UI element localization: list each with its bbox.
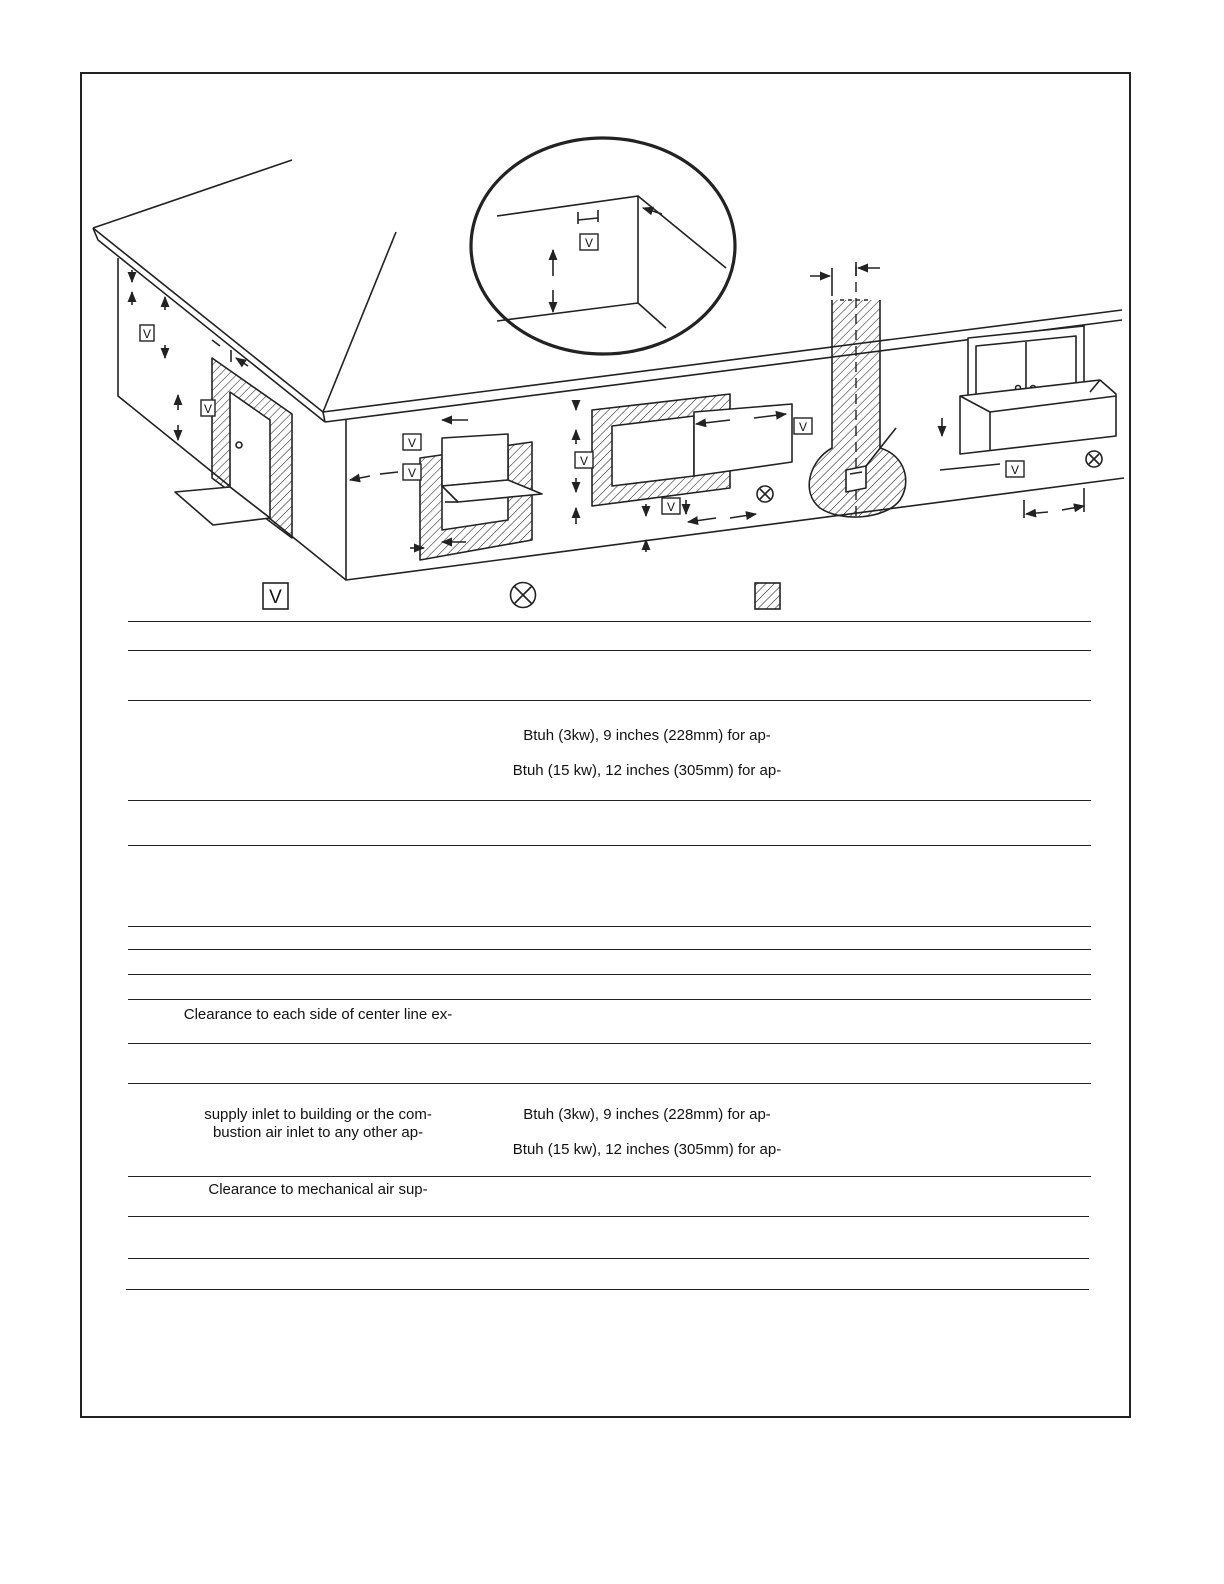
table-rule (128, 949, 1091, 950)
table-rule (128, 845, 1091, 846)
table-rule (128, 926, 1091, 927)
vent-box (794, 418, 812, 434)
vent-box (201, 400, 215, 416)
air-supply-inlet-icon (511, 583, 536, 608)
table-rule (128, 800, 1091, 801)
svg-text:V: V (579, 454, 589, 468)
inset-detail (471, 138, 735, 354)
svg-text:V: V (407, 466, 417, 480)
table-rule (126, 1289, 1089, 1290)
vent-terminal-icon (263, 583, 288, 609)
table-rule (128, 974, 1091, 975)
table-rule (128, 1216, 1089, 1217)
table-cell-text: Btuh (15 kw), 12 inches (305mm) for ap- (512, 762, 782, 779)
table-rule (128, 1083, 1091, 1084)
svg-text:V: V (203, 402, 213, 416)
svg-text:V: V (798, 420, 808, 434)
vent-box (575, 452, 593, 468)
vent-box (403, 464, 421, 480)
table-cell-text: Clearance to each side of center line ex- (183, 1006, 453, 1023)
table-rule (128, 650, 1091, 651)
table-rule (128, 1258, 1089, 1259)
svg-text:V: V (142, 327, 152, 341)
table-rule (128, 621, 1091, 622)
front-window-center (592, 394, 792, 506)
vent-stack (809, 262, 906, 518)
table-cell-text: Clearance to mechanical air sup- (208, 1181, 428, 1198)
vent-box (662, 498, 680, 514)
svg-text:V: V (1010, 463, 1020, 477)
table-cell-text: bustion air inlet to any other ap- (212, 1124, 424, 1141)
balcony (960, 326, 1116, 454)
svg-text:V: V (407, 436, 417, 450)
svg-text:V: V (269, 587, 282, 608)
legend (263, 583, 780, 610)
vent-clearance-diagram (0, 0, 1224, 620)
table-rule (128, 999, 1091, 1000)
front-window-left (420, 434, 542, 560)
inlet-symbols (757, 451, 1102, 502)
table-cell-text: Btuh (3kw), 9 inches (228mm) for ap- (523, 727, 771, 744)
table-cell-text: Btuh (15 kw), 12 inches (305mm) for ap- (512, 1141, 782, 1158)
vent-box (403, 434, 421, 450)
vent-box (1006, 461, 1024, 477)
svg-text:V: V (584, 236, 594, 250)
table-cell-text: supply inlet to building or the com- (204, 1106, 432, 1123)
vent-box (140, 325, 154, 341)
table-rule (128, 700, 1091, 701)
svg-text:V: V (666, 500, 676, 514)
table-cell-text: Btuh (3kw), 9 inches (228mm) for ap- (523, 1106, 771, 1123)
hatched-area-icon (755, 583, 780, 609)
vent-box (580, 234, 598, 250)
side-door (175, 358, 292, 538)
table-rule (128, 1176, 1091, 1177)
table-rule (128, 1043, 1091, 1044)
